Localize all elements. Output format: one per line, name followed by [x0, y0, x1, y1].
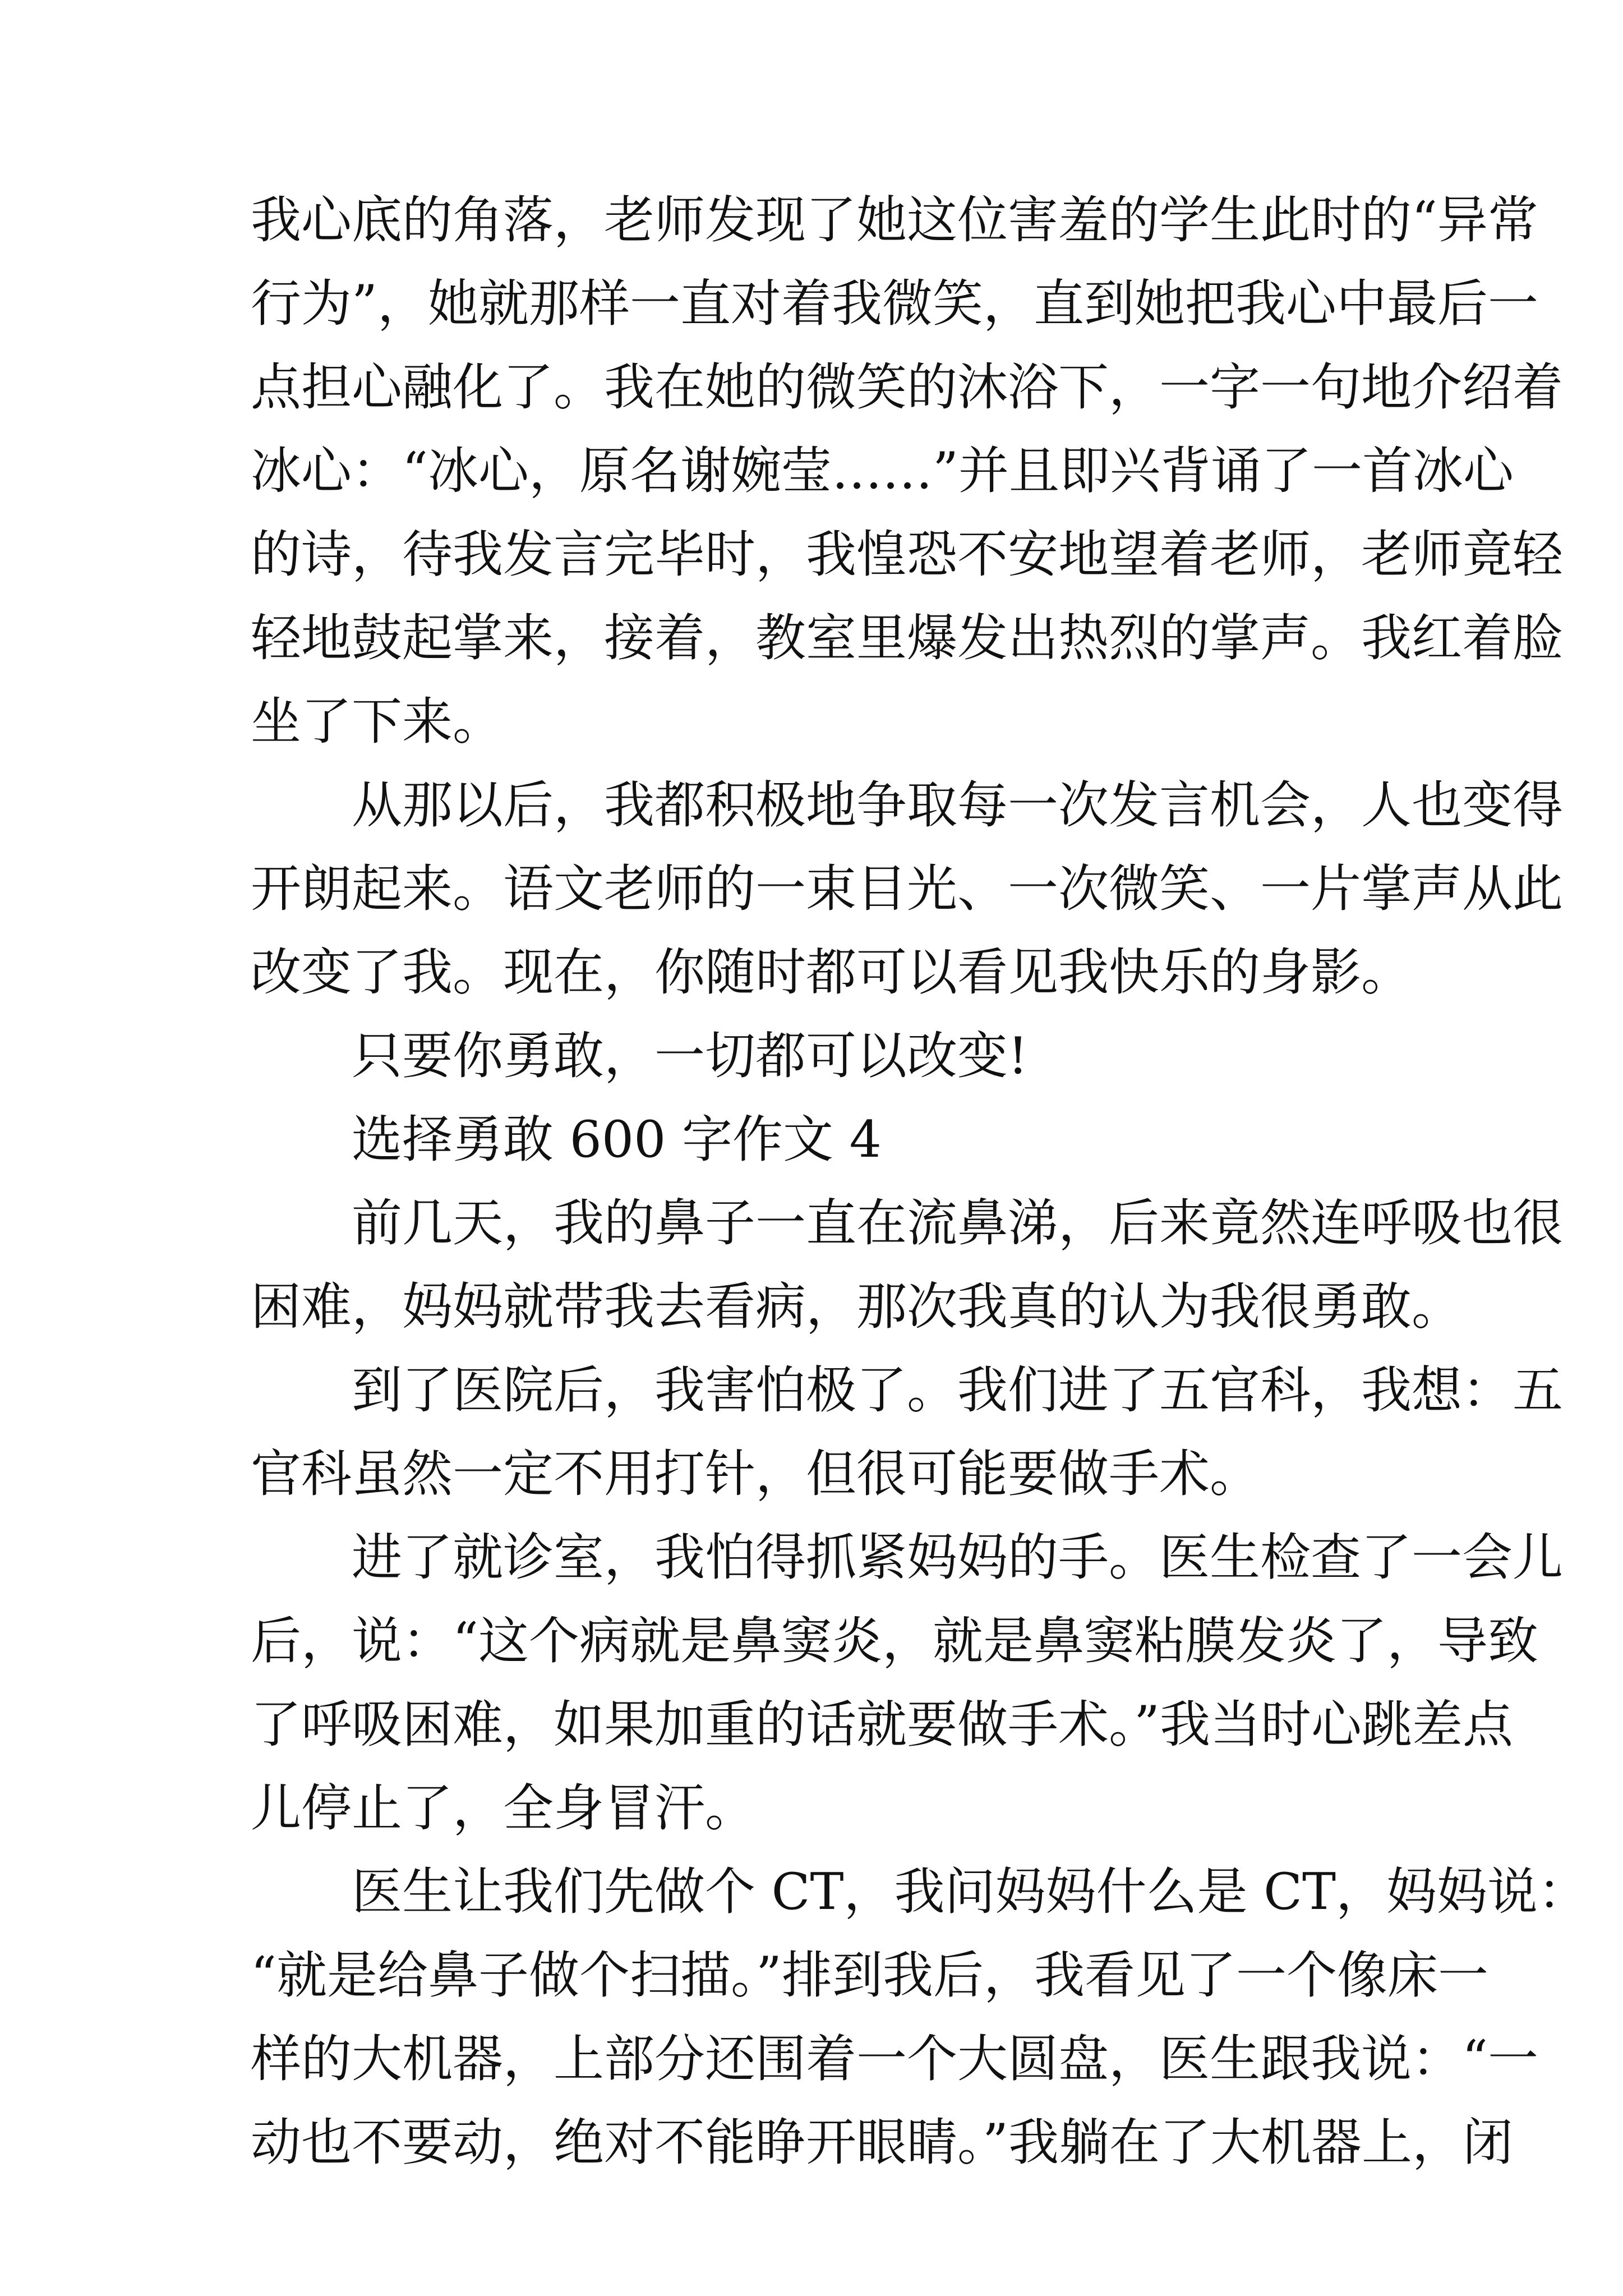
text-line: 行为”，她就那样一直对着我微笑，直到她把我心中最后一 [251, 274, 1539, 333]
paragraph-first-line: 进了就诊室，我怕得抓紧妈妈的手。医生检查了一会儿 [352, 1528, 1563, 1587]
paragraph-first-line: 前几天，我的鼻子一直在流鼻涕，后来竟然连呼吸也很 [352, 1194, 1563, 1253]
document-body [251, 178, 1588, 2184]
paragraph-first-line: 从那以后，我都积极地争取每一次发言机会，人也变得 [352, 776, 1563, 835]
text-line: 官科虽然一定不用打针，但很可能要做手术。 [251, 1444, 1260, 1503]
text-line: 开朗起来。语文老师的一束目光、一次微笑、一片掌声从此 [251, 859, 1563, 918]
paragraph-first-line: 医生让我们先做个 CT，我问妈妈什么是 CT，妈妈说： [352, 1862, 1588, 1921]
text-line: 样的大机器，上部分还围着一个大圆盘，医生跟我说：“一 [251, 2030, 1539, 2088]
text-line: 的诗，待我发言完毕时，我惶恐不安地望着老师，老师竟轻 [251, 525, 1563, 584]
text-line: 后，说：“这个病就是鼻窦炎，就是鼻窦粘膜发炎了，导致 [251, 1612, 1539, 1671]
text-line: 困难，妈妈就带我去看病，那次我真的认为我很勇敢。 [251, 1277, 1462, 1336]
section-heading: 选择勇敢 600 字作文 4 [352, 1110, 882, 1169]
paragraph-first-line: 只要你勇敢，一切都可以改变! [352, 1027, 1029, 1085]
text-line: 儿停止了，全身冒汗。 [251, 1779, 755, 1838]
text-line: 了呼吸困难，如果加重的话就要做手术。”我当时心跳差点 [251, 1695, 1514, 1754]
text-line: 改变了我。现在，你随时都可以看见我快乐的身影。 [251, 943, 1412, 1002]
text-line: 轻地鼓起掌来，接着，教室里爆发出热烈的掌声。我红着脸 [251, 609, 1563, 668]
text-line: 坐了下来。 [251, 692, 503, 751]
text-line: “就是给鼻子做个扫描。”排到我后，我看见了一个像床一 [251, 1946, 1489, 2005]
text-line: 冰心：“冰心，原名谢婉莹……”并且即兴背诵了一首冰心 [251, 441, 1514, 500]
text-line: 动也不要动，绝对不能睁开眼睛。”我躺在了大机器上，闭 [251, 2113, 1514, 2172]
text-line: 我心底的角落，老师发现了她这位害羞的学生此时的“异常 [251, 191, 1539, 250]
text-line: 点担心融化了。我在她的微笑的沐浴下，一字一句地介绍着 [251, 358, 1563, 417]
paragraph-first-line: 到了医院后，我害怕极了。我们进了五官科，我想：五 [352, 1361, 1563, 1420]
